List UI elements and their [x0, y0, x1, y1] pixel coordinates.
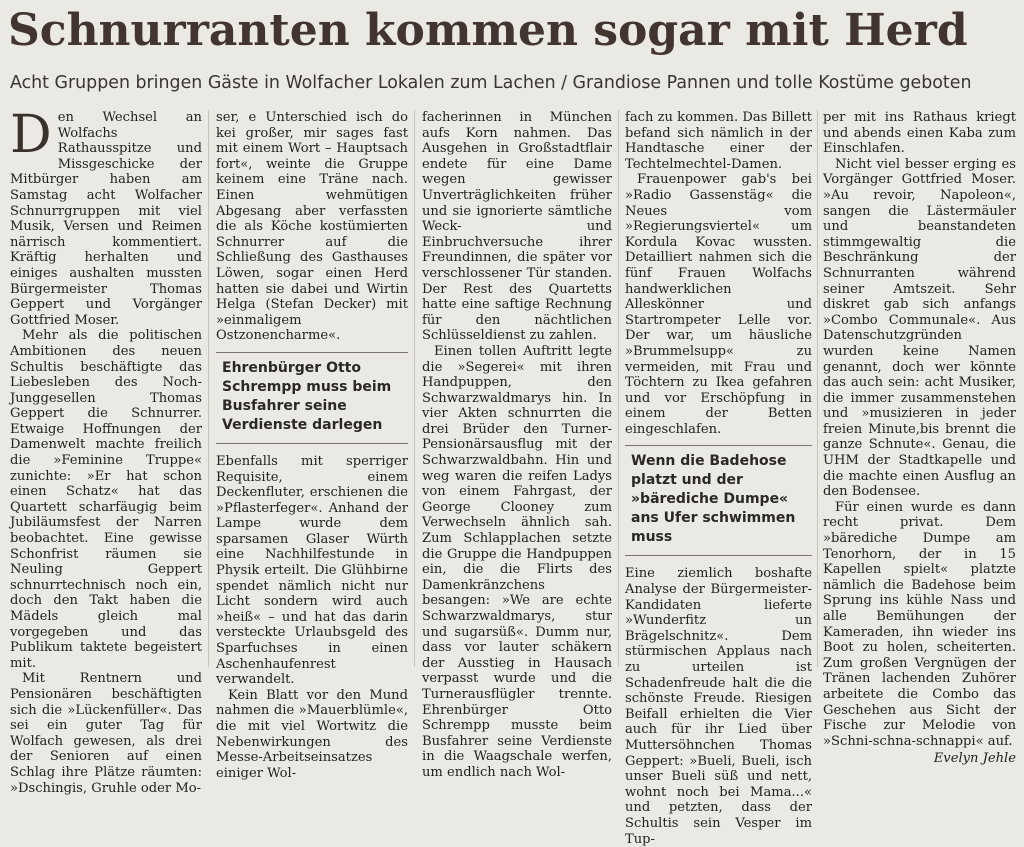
paragraph: Mit Rentnern und Pensionären beschäftigten sich die »Lückenfüller«. Das sei ein guter Tag für Wolfach gewesen, als drei der Senioren auf einen Schlag ihre Plätze räumten: »Dschingis, Gruhle oder Mo- — [10, 671, 202, 796]
column-rule — [618, 110, 619, 667]
article-headline: Schnurranten kommen sogar mit Herd — [8, 5, 968, 56]
paragraph: Für einen wurde es dann recht privat. Dem »bärediche Dumpe am Tenorhorn, der in 15 Kapellen spielt« platzte nämlich die Badehose beim Sprung ins kühle Nass und alle Bemühungen der Kameraden, ihn wieder ins Boot zu holen, scheiterten. Zum großen Vergnügen der Tränen lachenden Zuhörer arbeitete die Combo das Geschehen aus Sicht der Fische zur Melodie von »Schni-schna-schnappi« auf. — [823, 499, 1016, 749]
paragraph: Frauenpower gab's bei »Radio Gassenstäg« die Neues vom »Regierungsviertel« um Kordula Kovac wussten. Detailliert nahmen sich die fünf Frauen Wolfachs handwerklichen Alleskönner und Startrompeter Lelle vor. Der war, um häusliche »Brummelsupp« zu vermeiden, mit Frau und Töchtern zu Ikea gefahren und vor Erschöpfung in einem der Betten eingeschlafen. — [625, 172, 812, 437]
paragraph: Kein Blatt vor den Mund nahmen die »Mauerblümle«, die mit viel Wortwitz die Nebenwirkungen des Messe-Arbeitseinsatzes einiger Wol- — [216, 687, 408, 781]
text-column-3 — [422, 110, 612, 780]
column-rule — [817, 110, 818, 667]
text-column-2 — [216, 110, 408, 781]
text-column-1 — [10, 105, 202, 796]
paragraph-text: en Wechsel an Wolfachs Rathausspitze und Missgeschicke der Mitbürger haben am Samstag acht Wolfacher Schnurrgruppen mit viel Musik, Versen und Reimen närrisch kommentiert. Kräftig herhalten und einiges aushalten mussten Bürgermeister Thomas Geppert und Vorgänger Gottfried Moser. — [10, 110, 202, 328]
column-rule — [414, 110, 415, 667]
article-subhead: Acht Gruppen bringen Gäste in Wolfacher Lokalen zum Lachen / Grandiose Pannen und tolle Kostüme geboten — [10, 73, 972, 93]
column-rule — [208, 110, 209, 667]
paragraph: Einen tollen Auftritt legte die »Segerei« mit ihren Handpuppen, den Schwarzwaldmarys hin. In vier Akten schnurrten die drei Brüder den Turner-Pensionärsausflug mit der Schwarzwaldbahn. Hin und weg waren die reifen Ladys von einem Fahrgast, der George Clooney zum Verwechseln ähnlich sah. Zum Schlapplachen setzte die Gruppe die Handpuppen ein, die die Flirts des Damenkränzchens besangen: »We are echte Schwarzwaldmarys, stur und sugarsüß«. Dumm nur, dass vor lauter schäkern der Ausstieg in Hausach verpasst wurde und die Turnerausflügler trennte. Ehrenbürger Otto Schrempp musste beim Busfahrer seine Verdienste in die Waagschale werfen, um endlich nach Wol- — [422, 343, 612, 780]
paragraph: per mit ins Rathaus kriegt und abends einen Kaba zum Einschlafen. — [823, 110, 1016, 157]
subheading-box: Wenn die Badehose platzt und der »bärediche Dumpe« ans Ufer schwimmen muss — [625, 445, 812, 556]
subheading-box: Ehrenbürger Otto Schrempp muss beim Busfahrer seine Verdienste darlegen — [216, 352, 408, 444]
paragraph: facherinnen in München aufs Korn nahmen. Das Ausgehen in Großstadtflair endete für eine Dame wegen gewisser Unverträglichkeiten früher und sie ignorierte sämtliche Weck- und Einbruchversuche ihrer Freundinnen, die später vor verschlossener Tür standen. Der Rest des Quartetts hatte eine saftige Rechnung für den nächtlichen Schlüsseldienst zu zahlen. — [422, 110, 612, 344]
lead-paragraph — [10, 105, 202, 328]
paragraph: fach zu kommen. Das Billett befand sich nämlich in der Handtasche einer der Techtelmechtel-Damen. — [625, 110, 812, 172]
drop-cap: D — [10, 105, 52, 165]
paragraph: Eine ziemlich boshafte Analyse der Bürgermeister-Kandidaten lieferte »Wunderfitz un Brägelschnitz«. Dem stürmischen Applaus nach zu urteilen ist Schadenfreude halt die die schönste Freude. Riesigen Beifall erhielten die Vier auch für ihr Lied über Muttersöhnchen Thomas Geppert: »Bueli, Bueli, isch unser Bueli süß und nett, wohnt noch bei Mama...« und petzten, dass der Schultis sein Vesper im Tup- — [625, 566, 812, 847]
paragraph: Mehr als die politischen Ambitionen des neuen Schultis beschäftigte das Liebesleben des Noch-Junggesellen Thomas Geppert die Schnurrer. Etwaige Hoffnungen der Damenwelt machte freilich die »Feminine Truppe« zunichte: »Er hat schon einen Schatz« hat das Quartett scharfäugig beim Jubiläumsfest der Narren beobachtet. Eine gewisse Schonfrist räumen sie Neuling Geppert schnurrtechnisch noch ein, doch den Takt haben die Mädels gleich mal vorgegeben und das Publikum taktete begeistert mit. — [10, 328, 202, 671]
text-column-5 — [823, 110, 1016, 767]
author-byline: Evelyn Jehle — [933, 751, 1016, 767]
paragraph: Ebenfalls mit sperriger Requisite, einem Deckenfluter, erschienen die »Pflasterfeger«. Anhand der Lampe wurde dem sparsamen Glaser Würth eine Nachhilfestunde in Physik erteilt. Die Glühbirne spendet nämlich nicht nur Licht sondern wird auch »heiß« – und hat das darin versteckte Urlaubsgeld des Sparfuchses in einen Aschenhaufenrest verwandelt. — [216, 453, 408, 688]
paragraph: Nicht viel besser erging es Vorgänger Gottfried Moser. »Au revoir, Napoleon«, sangen die Lästermäuler und beanstandeten stimmgewaltig die Beschränkung der Schnurranten während seiner Amtszeit. Sehr diskret gab sich anfangs »Combo Communale«. Aus Datenschutzgründen wurden keine Namen genannt, doch wer könnte das auch sein: acht Musiker, die immer zusammenstehen und »musizieren in jeder freien Minute,bis brennt die ganze Schnute«. Genau, die UHM der Stadtkapelle und die machte einen Ausflug an den Bodensee. — [823, 156, 1016, 500]
paragraph: ser, e Unterschied isch do kei großer, mir sages fast mit einem Wort – Hauptsach fort«, weinte die Gruppe keinem eine Träne nach. Einen wehmütigen Abgesang aber verfassten die als Köche kostümierten Schnurrer auf die Schließung des Gasthauses Löwen, sogar einen Herd hatten sie dabei und Wirtin Helga (Stefan Decker) mit »einmaligem Ostzonencharme«. — [216, 110, 408, 344]
text-column-4 — [625, 110, 812, 847]
